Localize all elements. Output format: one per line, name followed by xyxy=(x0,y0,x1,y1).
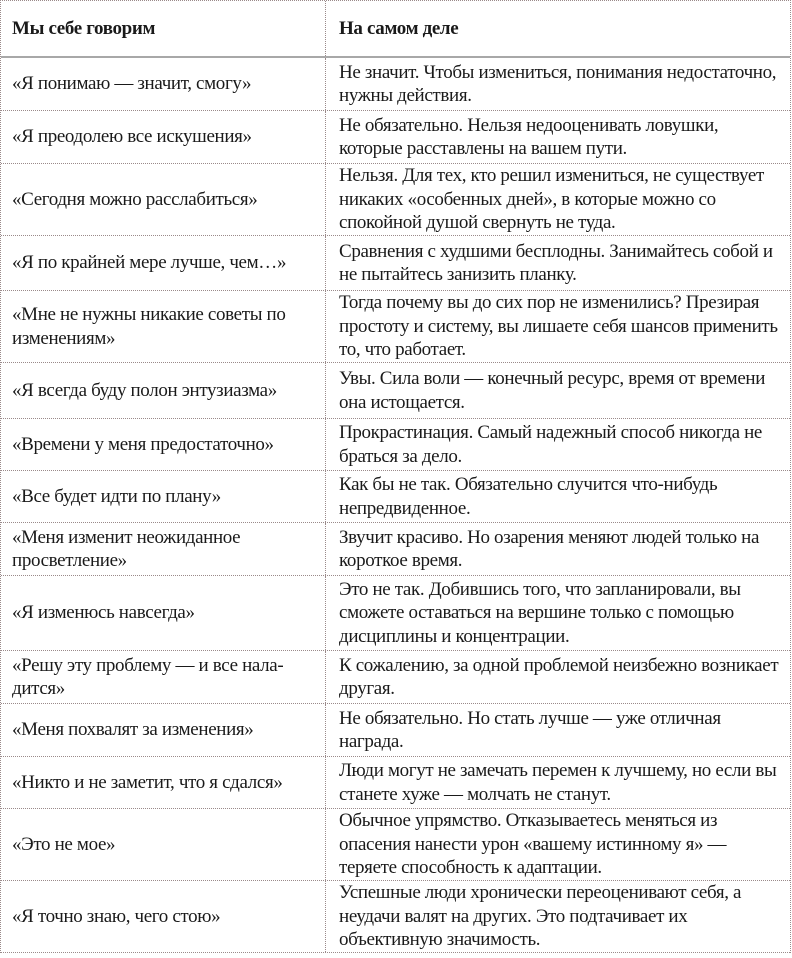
reality-cell xyxy=(326,523,790,575)
belief-text: «Времени у меня предостаточно» xyxy=(12,433,274,455)
belief-text: «Меня изменит неожиданное просветление» xyxy=(12,526,241,571)
belief-cell xyxy=(1,236,326,290)
reality-text: Успешные люди хронически переоценивают себя, а неудачи валят на других. Это подтачивает их объективную значимость. xyxy=(339,882,742,951)
reality-cell xyxy=(326,576,790,650)
reality-cell xyxy=(326,58,790,110)
belief-text: «Я изменюсь навсегда» xyxy=(12,602,195,624)
header-in-reality xyxy=(326,1,790,56)
reality-text: Не значит. Чтобы измениться, понимания недостаточно, нужны действия. xyxy=(339,61,777,106)
reality-cell xyxy=(326,651,790,703)
belief-cell xyxy=(1,291,326,362)
reality-text: Прокрастинация. Самый надежный способ никогда не браться за дело. xyxy=(339,422,762,467)
reality-text: Не обязательно. Нельзя недооценивать ловушки, которые расставлены на вашем пути. xyxy=(339,114,719,159)
reality-cell xyxy=(326,757,790,808)
belief-text: «Я понимаю — значит, смогу» xyxy=(12,73,252,95)
belief-cell xyxy=(1,757,326,808)
table-row xyxy=(1,471,790,523)
belief-cell xyxy=(1,576,326,650)
reality-text: Как бы не так. Обязательно случится что-нибудь непредвиденное. xyxy=(339,474,718,519)
table-row xyxy=(1,757,790,809)
belief-text: «Я преодолею все искушения» xyxy=(12,126,252,148)
belief-text: «Решу эту проблему — и все наладится» xyxy=(12,654,284,699)
reality-text: Звучит красиво. Но озарения меняют людей только на короткое время. xyxy=(339,526,760,571)
table-row xyxy=(1,809,790,881)
reality-cell xyxy=(326,704,790,756)
reality-text: Увы. Сила воли — конечный ресурс, время от времени она истощается. xyxy=(339,368,766,413)
table-row xyxy=(1,651,790,704)
reality-cell xyxy=(326,419,790,470)
belief-cell xyxy=(1,704,326,756)
reality-text: Это не так. Добившись того, что запланировали, вы сможете оставаться на вершине только с помощью дисциплины и концентрации. xyxy=(339,578,741,647)
belief-cell xyxy=(1,164,326,235)
table-row xyxy=(1,58,790,111)
reality-cell xyxy=(326,236,790,290)
header-we-tell-ourselves xyxy=(1,1,326,56)
table-row xyxy=(1,523,790,576)
reality-text: Люди могут не замечать перемен к лучшему, но если вы станете хуже — молчать не станут. xyxy=(339,760,777,805)
reality-cell xyxy=(326,809,790,880)
table-row xyxy=(1,111,790,164)
belief-cell xyxy=(1,523,326,575)
belief-text: «Я всегда буду полон энтузиазма» xyxy=(12,379,277,401)
reality-text: Не обязательно. Но стать лучше — уже отличная награда. xyxy=(339,707,721,752)
reality-cell xyxy=(326,164,790,235)
table-row xyxy=(1,881,790,953)
reality-text: К сожалению, за одной проблемой неизбежно возникает другая. xyxy=(339,654,779,699)
table-row xyxy=(1,291,790,363)
reality-text: Обычное упрямство. Отказываетесь меняться из опасения нанести урон «вашему истинному я» — теряете способность к адаптации. xyxy=(339,810,727,879)
belief-text: «Все будет идти по плану» xyxy=(12,485,221,507)
belief-cell xyxy=(1,111,326,163)
header-left-text: Мы себе говорим xyxy=(12,17,156,39)
header-right-text: На самом деле xyxy=(339,17,459,39)
table-row xyxy=(1,236,790,291)
table-row xyxy=(1,419,790,471)
reality-cell xyxy=(326,111,790,163)
reality-cell xyxy=(326,471,790,522)
reality-text: Сравнения с худшими бесплодны. Занимайтесь собой и не пытайтесь занизить планку. xyxy=(339,240,773,285)
table-row xyxy=(1,363,790,419)
belief-text: «Никто и не заметит, что я сдался» xyxy=(12,771,283,793)
table-header-row xyxy=(1,1,790,58)
reality-text: Нельзя. Для тех, кто решил измениться, не существует никаких «особенных дней», в которые можно со спокойной душой свернуть не туда. xyxy=(339,165,764,234)
belief-cell xyxy=(1,419,326,470)
table-row xyxy=(1,164,790,236)
belief-cell xyxy=(1,651,326,703)
belief-text: «Сегодня можно расслабиться» xyxy=(12,188,258,210)
belief-text: «Я по крайней мере лучше, чем…» xyxy=(12,252,287,274)
table-row xyxy=(1,576,790,651)
reality-text: Тогда почему вы до сих пор не изменились? Презирая простоту и систему, вы лишаете себя шансов применить то, что работает. xyxy=(339,292,778,361)
belief-cell xyxy=(1,881,326,952)
reality-cell xyxy=(326,291,790,362)
belief-text: «Я точно знаю, чего стою» xyxy=(12,905,221,927)
belief-text: «Это не мое» xyxy=(12,833,116,855)
belief-cell xyxy=(1,363,326,418)
belief-cell xyxy=(1,809,326,880)
belief-cell xyxy=(1,58,326,110)
belief-text: «Мне не нужны никакие советы по изменениям» xyxy=(12,304,286,349)
table-row xyxy=(1,704,790,757)
belief-cell xyxy=(1,471,326,522)
reality-cell xyxy=(326,363,790,418)
belief-text: «Меня похвалят за изменения» xyxy=(12,719,254,741)
reality-cell xyxy=(326,881,790,952)
